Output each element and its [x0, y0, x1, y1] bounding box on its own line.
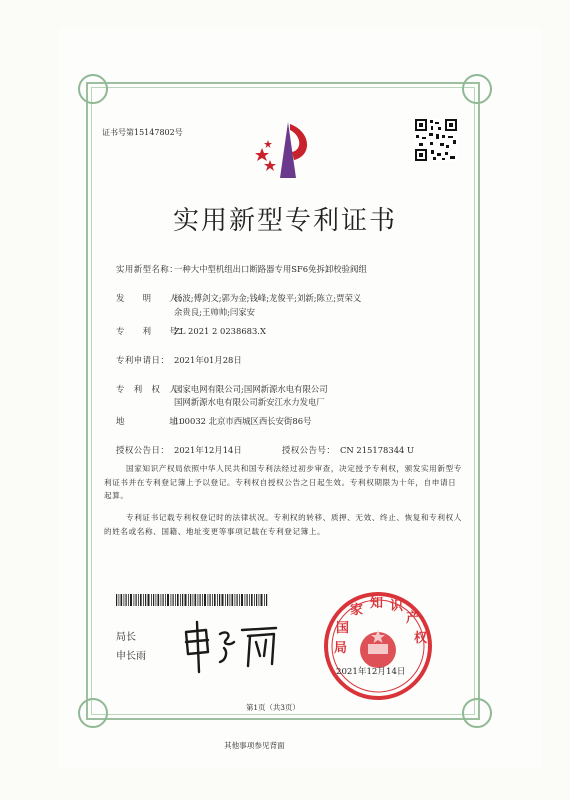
patentee-line-1: 国家电网有限公司;国网新源水电有限公司: [174, 384, 328, 394]
patent-number-label: 专 利 号：: [116, 326, 187, 336]
corner-ornament: [78, 74, 108, 104]
utility-model-name: 一种大中型机组出口断路器专用SF6免拆卸校验阀组: [174, 264, 367, 274]
patentee-line-2: 国网新源水电有限公司新安江水力发电厂: [174, 397, 325, 407]
utility-model-name-label: 实用新型名称：: [116, 264, 179, 274]
corner-ornament: [462, 74, 492, 104]
svg-text:识: 识: [390, 599, 404, 614]
director-signature: [180, 618, 280, 674]
svg-text:国: 国: [336, 621, 350, 636]
inventor-line-1: 杨波;傅剑文;郭为金;钱峰;龙俊平;刘新;陈立;贾荣义: [174, 293, 362, 303]
filing-date: 2021年01月28日: [174, 355, 242, 365]
legal-status-paragraph: 专利证书记载专利权登记时的法律状况。专利权的转移、质押、无效、终止、恢复和专利权人的姓名或名称、国籍、地址变更等事项记载在专利登记簿上。: [104, 513, 462, 536]
svg-text:局: 局: [334, 641, 348, 656]
certificate-number: 证书号第15147802号: [102, 128, 183, 137]
corner-ornament: [462, 698, 492, 728]
barcode: [116, 594, 268, 606]
cnipa-logo: [250, 118, 320, 186]
patent-number: ZL 2021 2 0238683.X: [174, 326, 266, 336]
grant-statement-paragraph: 国家知识产权局依照中华人民共和国专利法经过初步审查，决定授予专利权，颁发实用新型专利证书并在专利登记簿上予以登记。专利权自授权公告之日起生效。专利权期限为十年，自申请日起算。: [104, 464, 462, 500]
svg-text:知: 知: [370, 596, 384, 611]
inventor-line-2: 余贵良;王帅帅;闫家安: [174, 307, 256, 317]
certificate-title: 实用新型专利证书: [172, 206, 397, 236]
svg-text:产: 产: [406, 611, 420, 626]
grant-announcement-number: CN 215178344 U: [340, 445, 415, 455]
official-seal: [322, 590, 434, 702]
director-name: 申长雨: [116, 651, 146, 662]
seal-date: 2021年12月14日: [336, 667, 406, 677]
address: 100032 北京市西城区西长安街86号: [174, 416, 312, 426]
inventor-label: 发 明 人：: [116, 293, 187, 303]
corner-ornament: [78, 698, 108, 728]
patentee-label: 专 利 权 人：: [116, 384, 187, 394]
grant-announcement-date: 2021年12月14日: [174, 445, 242, 455]
director-title: 局长: [116, 632, 136, 643]
grant-announcement-number-label: 授权公告号：: [282, 445, 336, 455]
grant-announcement-date-label: 授权公告日：: [116, 445, 170, 455]
filing-date-label: 专利申请日：: [116, 355, 170, 365]
page-indicator: 第1页（共3页）: [246, 703, 300, 712]
svg-text:家: 家: [350, 603, 364, 618]
address-label: 地 址：: [116, 416, 187, 426]
footer-note: 其他事项参见背面: [224, 741, 285, 750]
qr-code: [414, 118, 458, 162]
svg-text:权: 权: [414, 631, 428, 646]
